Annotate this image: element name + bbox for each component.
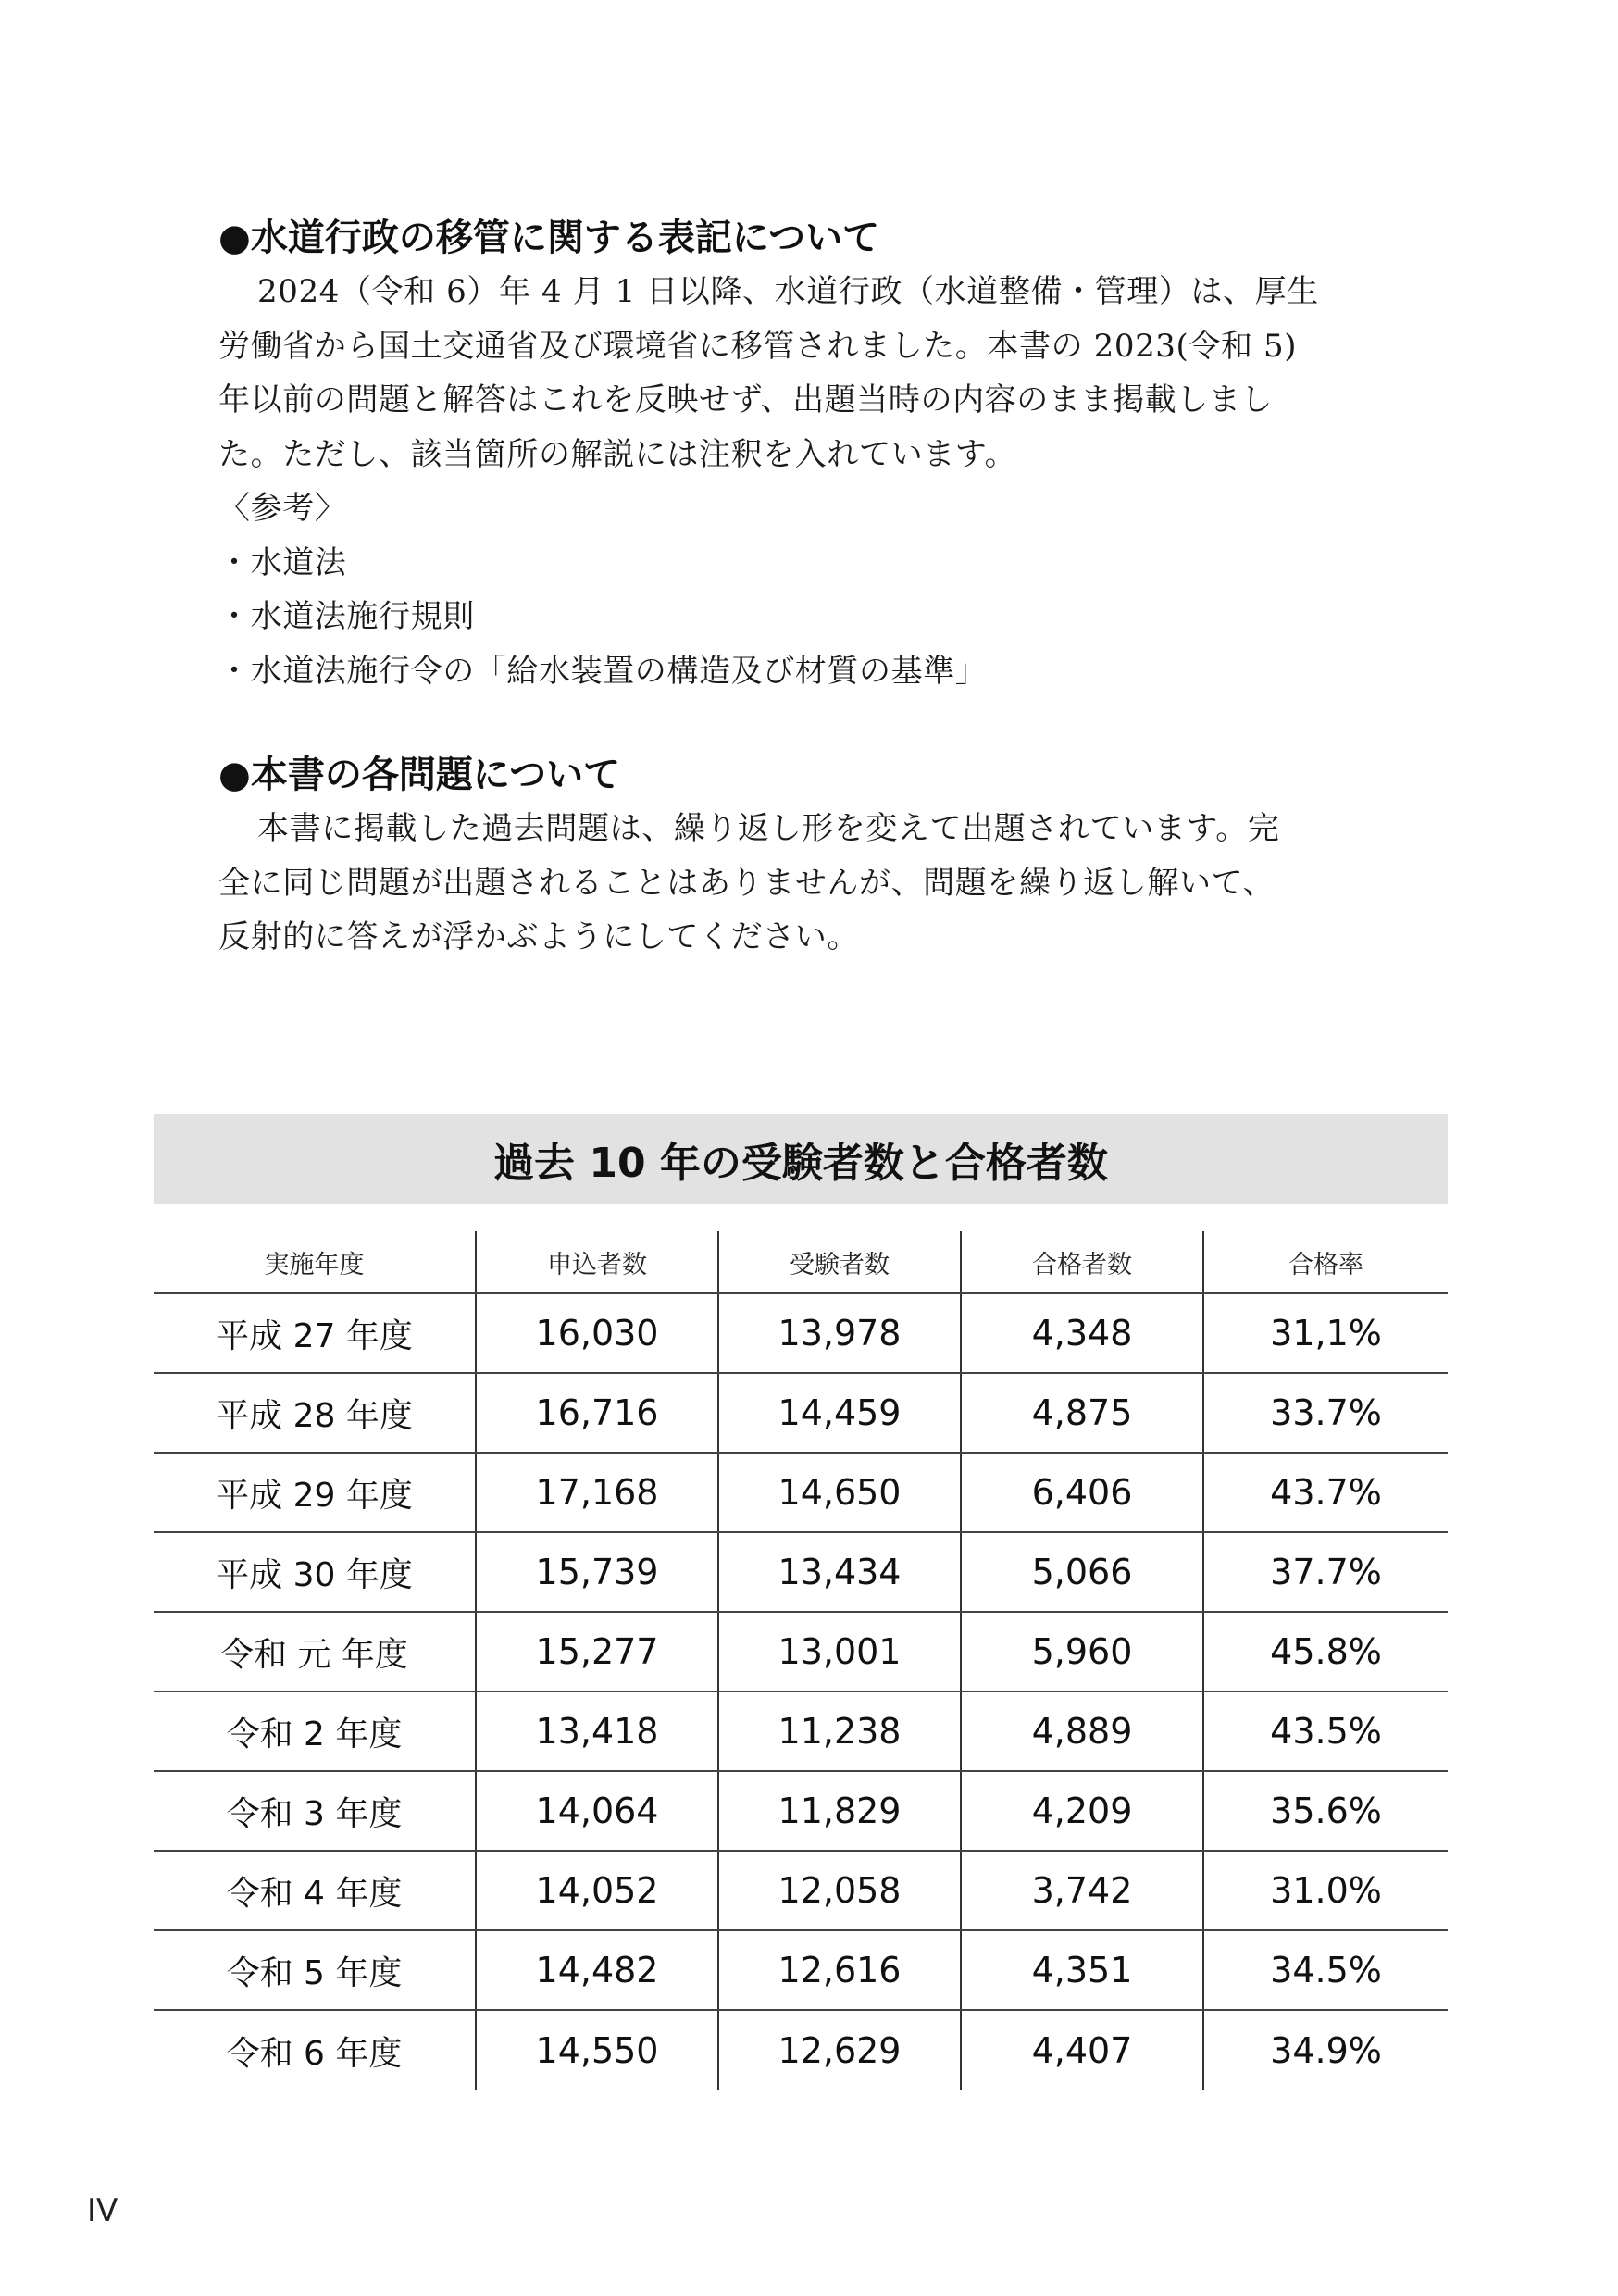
cell-examinees: 11,829 xyxy=(718,1771,961,1851)
cell-year: 平成 29 年度 xyxy=(154,1453,476,1532)
cell-pass-rate: 43.5% xyxy=(1203,1691,1448,1771)
cell-passers: 4,348 xyxy=(961,1293,1203,1373)
cell-year: 令和 4 年度 xyxy=(154,1851,476,1930)
cell-applicants: 16,030 xyxy=(476,1293,718,1373)
cell-applicants: 15,739 xyxy=(476,1532,718,1612)
cell-year: 令和 3 年度 xyxy=(154,1771,476,1851)
cell-pass-rate: 33.7% xyxy=(1203,1373,1448,1453)
cell-applicants: 14,052 xyxy=(476,1851,718,1930)
section-about-questions xyxy=(218,748,1413,965)
cell-pass-rate: 37.7% xyxy=(1203,1532,1448,1612)
cell-passers: 4,407 xyxy=(961,2010,1203,2090)
paragraph-line: 全に同じ問題が出題されることはありませんが、問題を繰り返し解いて、 xyxy=(218,864,1276,902)
cell-examinees: 13,978 xyxy=(718,1293,961,1373)
cell-examinees: 12,058 xyxy=(718,1851,961,1930)
section-water-admin-transfer xyxy=(218,211,1413,698)
section-heading: ●水道行政の移管に関する表記について xyxy=(218,217,880,259)
reference-label: 〈参考〉 xyxy=(218,490,347,527)
cell-pass-rate: 34.5% xyxy=(1203,1930,1448,2010)
cell-pass-rate: 35.6% xyxy=(1203,1771,1448,1851)
cell-applicants: 17,168 xyxy=(476,1453,718,1532)
cell-examinees: 14,459 xyxy=(718,1373,961,1453)
page-number: IV xyxy=(87,2192,118,2229)
paragraph-line: 反射的に答えが浮かぶようにしてください。 xyxy=(218,918,859,955)
cell-applicants: 14,482 xyxy=(476,1930,718,2010)
cell-passers: 5,066 xyxy=(961,1532,1203,1612)
cell-examinees: 14,650 xyxy=(718,1453,961,1532)
table-row xyxy=(154,1453,1448,1532)
cell-passers: 4,351 xyxy=(961,1930,1203,2010)
paragraph-line: 本書に掲載した過去問題は、繰り返し形を変えて出題されています。完 xyxy=(257,810,1280,847)
reference-item: ・水道法施行規則 xyxy=(218,598,475,635)
cell-applicants: 14,064 xyxy=(476,1771,718,1851)
header-passers: 合格者数 xyxy=(961,1231,1203,1293)
cell-year: 令和 5 年度 xyxy=(154,1930,476,2010)
paragraph-line: た。ただし、該当箇所の解説には注釈を入れています。 xyxy=(218,435,1017,473)
paragraph-line: 年以前の問題と解答はこれを反映せず、出題当時の内容のまま掲載しまし xyxy=(218,381,1274,418)
cell-examinees: 11,238 xyxy=(718,1691,961,1771)
cell-examinees: 12,629 xyxy=(718,2010,961,2090)
cell-applicants: 13,418 xyxy=(476,1691,718,1771)
cell-pass-rate: 45.8% xyxy=(1203,1612,1448,1691)
cell-year: 平成 27 年度 xyxy=(154,1293,476,1373)
table-row xyxy=(154,1373,1448,1453)
table-row xyxy=(154,1612,1448,1691)
table-title: 過去 10 年の受験者数と合格者数 xyxy=(154,1114,1448,1204)
cell-passers: 4,209 xyxy=(961,1771,1203,1851)
cell-examinees: 13,434 xyxy=(718,1532,961,1612)
table-row xyxy=(154,1851,1448,1930)
cell-passers: 5,960 xyxy=(961,1612,1203,1691)
cell-year: 令和 元 年度 xyxy=(154,1612,476,1691)
cell-year: 平成 28 年度 xyxy=(154,1373,476,1453)
cell-passers: 3,742 xyxy=(961,1851,1203,1930)
cell-pass-rate: 31.0% xyxy=(1203,1851,1448,1930)
header-pass-rate: 合格率 xyxy=(1203,1231,1448,1293)
paragraph-line: 労働省から国土交通省及び環境省に移管されました。本書の 2023(令和 5) xyxy=(218,327,1298,365)
header-examinees: 受験者数 xyxy=(718,1231,961,1293)
table-row xyxy=(154,1293,1448,1373)
cell-applicants: 16,716 xyxy=(476,1373,718,1453)
cell-pass-rate: 31,1% xyxy=(1203,1293,1448,1373)
header-year: 実施年度 xyxy=(154,1231,476,1293)
table-header-row xyxy=(154,1231,1448,1293)
cell-year: 令和 2 年度 xyxy=(154,1691,476,1771)
cell-pass-rate: 34.9% xyxy=(1203,2010,1448,2090)
cell-passers: 4,889 xyxy=(961,1691,1203,1771)
table-row xyxy=(154,1691,1448,1771)
table-row xyxy=(154,2010,1448,2090)
header-applicants: 申込者数 xyxy=(476,1231,718,1293)
cell-passers: 6,406 xyxy=(961,1453,1203,1532)
cell-year: 平成 30 年度 xyxy=(154,1532,476,1612)
section-heading: ●本書の各問題について xyxy=(218,754,621,796)
cell-examinees: 12,616 xyxy=(718,1930,961,2010)
cell-examinees: 13,001 xyxy=(718,1612,961,1691)
reference-item: ・水道法施行令の「給水装置の構造及び材質の基準」 xyxy=(218,652,988,690)
table-row xyxy=(154,1930,1448,2010)
reference-item: ・水道法 xyxy=(218,543,347,581)
cell-applicants: 15,277 xyxy=(476,1612,718,1691)
exam-statistics-table xyxy=(154,1231,1448,2090)
table-row xyxy=(154,1532,1448,1612)
cell-passers: 4,875 xyxy=(961,1373,1203,1453)
cell-pass-rate: 43.7% xyxy=(1203,1453,1448,1532)
cell-applicants: 14,550 xyxy=(476,2010,718,2090)
table-row xyxy=(154,1771,1448,1851)
paragraph-line: 2024（令和 6）年 4 月 1 日以降、水道行政（水道整備・管理）は、厚生 xyxy=(257,273,1319,310)
cell-year: 令和 6 年度 xyxy=(226,2034,403,2073)
